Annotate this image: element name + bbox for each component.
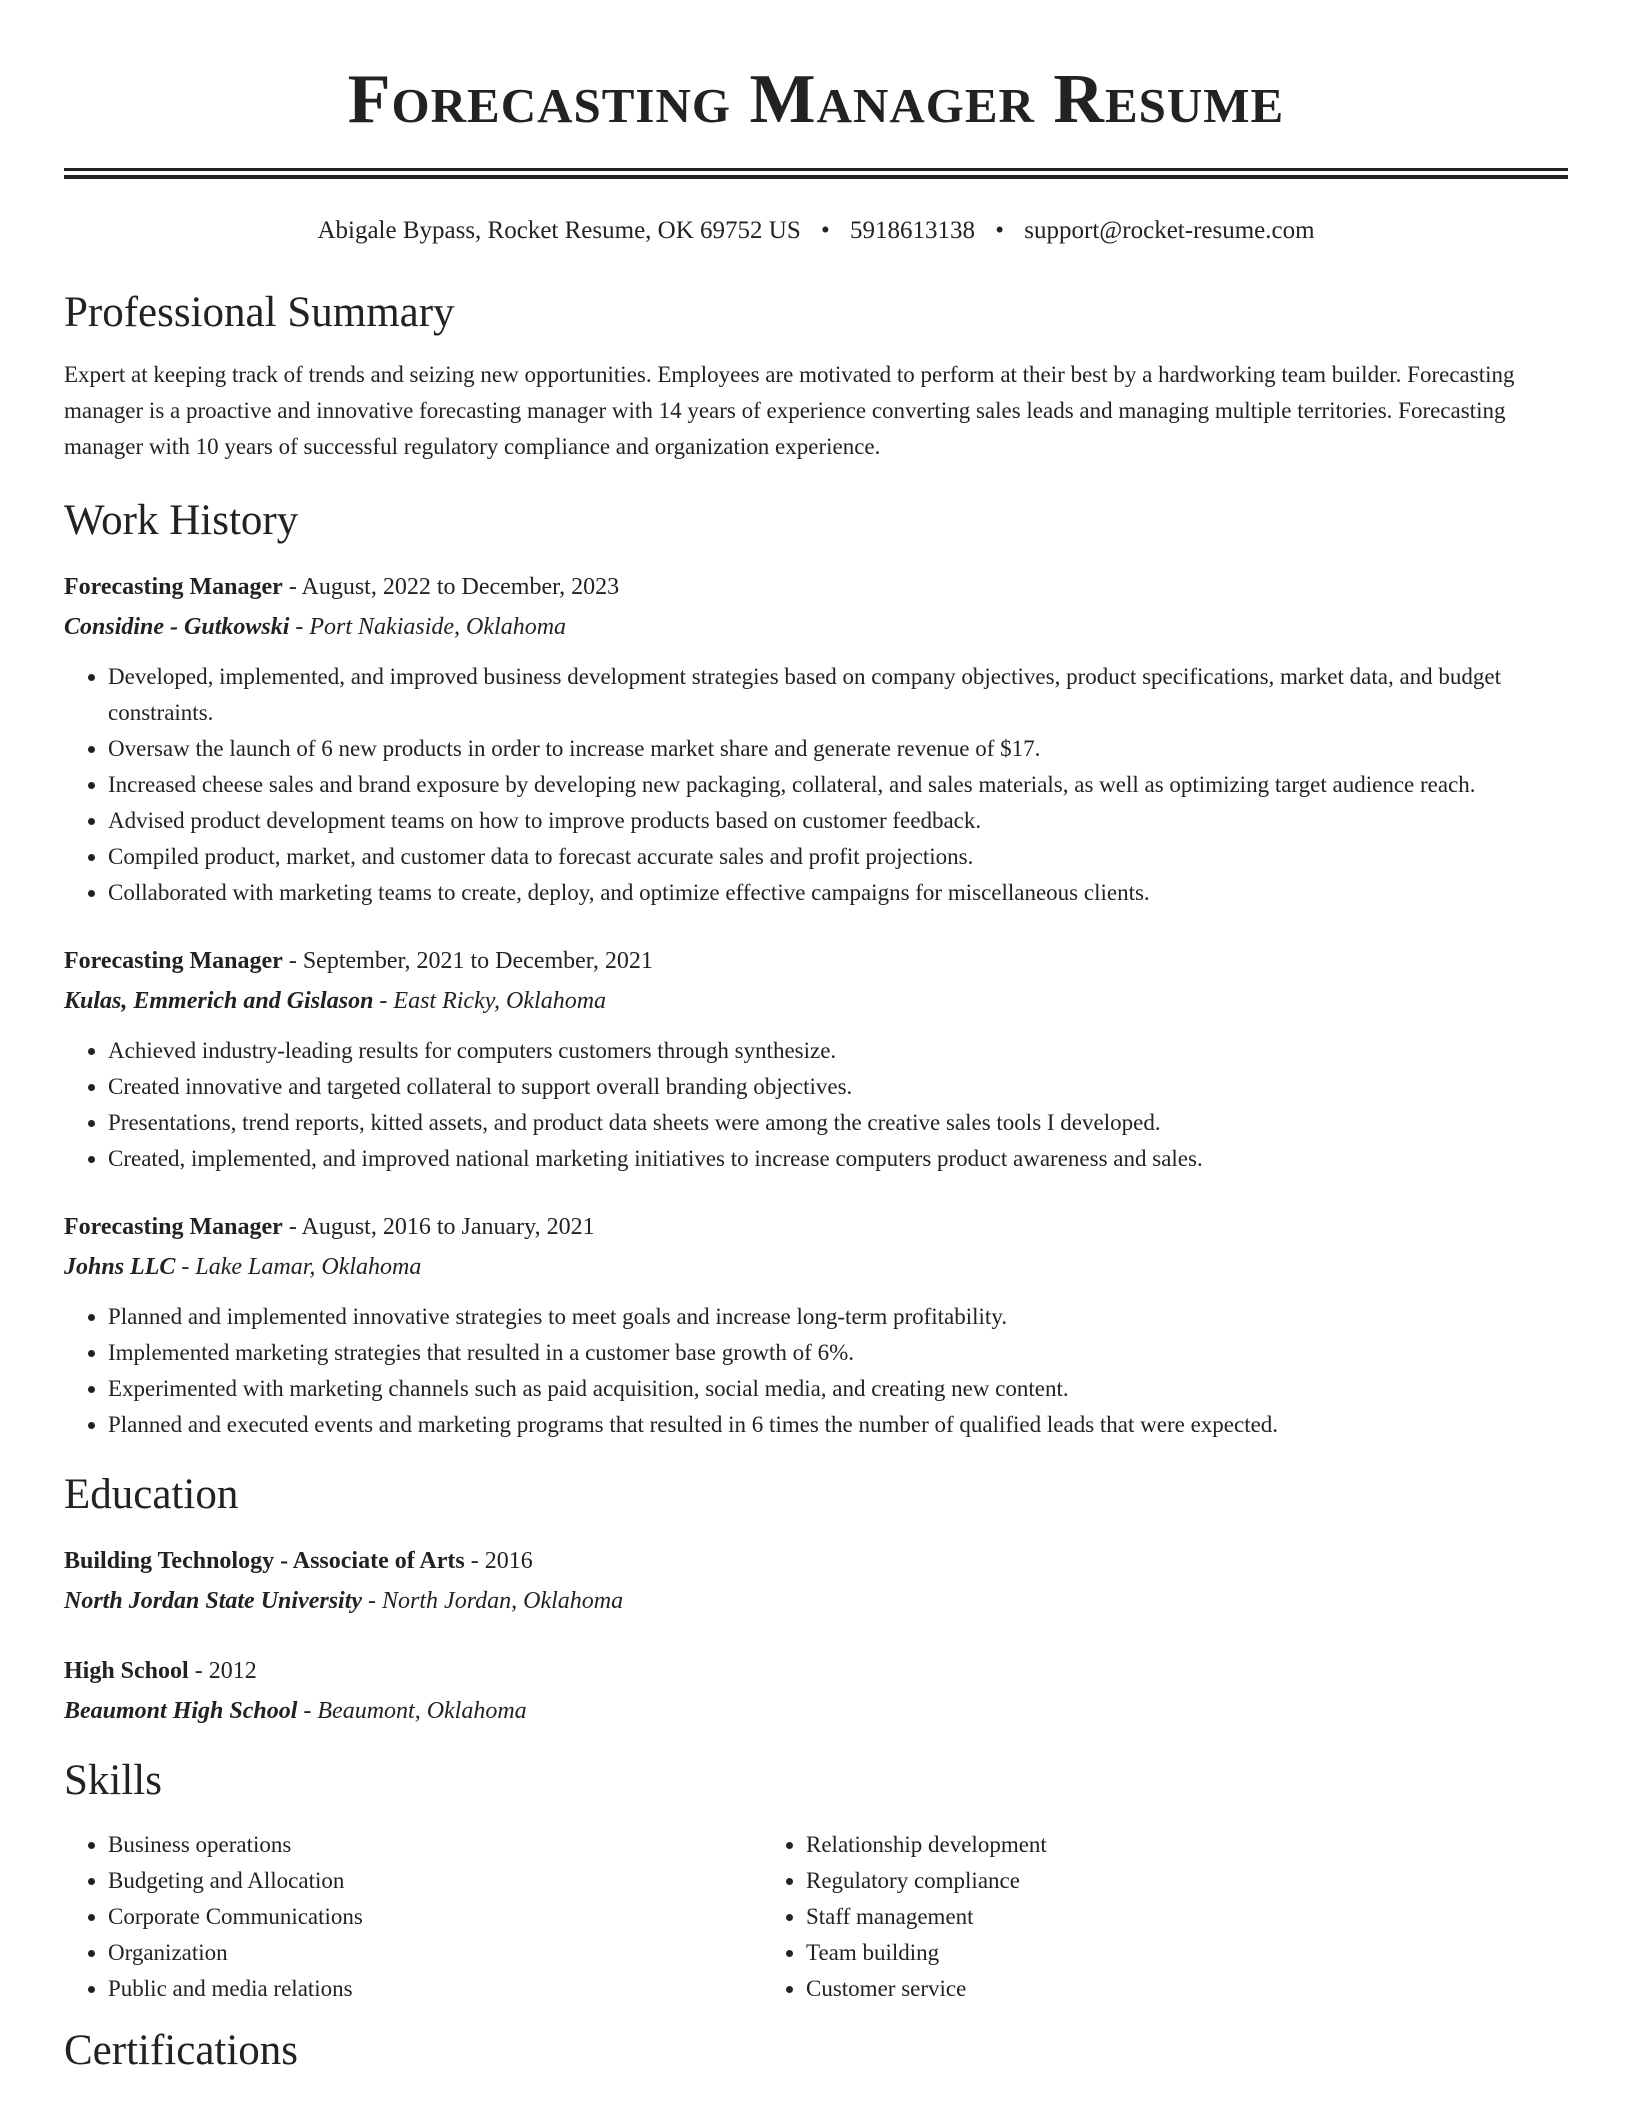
- skill-item: • Corporate Communications: [108, 1899, 762, 1935]
- job-role-line: [64, 567, 1568, 607]
- job-company: Johns LLC: [64, 1254, 176, 1280]
- job-bullet: • Created, implemented, and improved national marketing initiatives to increase computers product awareness and sales.: [108, 1141, 1568, 1177]
- work-history-heading: Work History: [64, 497, 299, 544]
- education-entry: [64, 1541, 1568, 1621]
- education-heading: Education: [64, 1471, 239, 1518]
- job-bullet: • Planned and implemented innovative strategies to meet goals and increase long-term profitability.: [108, 1299, 1568, 1335]
- job-bullet: • Implemented marketing strategies that resulted in a customer base growth of 6%.: [108, 1335, 1568, 1371]
- education-school: Beaumont High School: [64, 1698, 298, 1724]
- summary-text: Expert at keeping track of trends and seizing new opportunities. Employees are motivated to perform at their best by a hardworking team builder. Forecasting manager is a proactive and innovative forecasting manager with 14 years of experience converting sales leads and managing multiple territories. Forecasting manager with 10 years of successful regulatory compliance and organization experience.: [64, 362, 1515, 459]
- job-role-line: [64, 941, 1568, 981]
- education-degree: High School: [64, 1658, 189, 1684]
- job-bullet: • Compiled product, market, and customer data to forecast accurate sales and profit projections.: [108, 839, 1568, 875]
- skill-item: • Team building: [806, 1935, 1460, 1971]
- job-bullets: [64, 1033, 1568, 1177]
- skill-item: • Regulatory compliance: [806, 1863, 1460, 1899]
- job-bullet: • Developed, implemented, and improved business development strategies based on company objectives, product specifications, market data, and budget constraints.: [108, 659, 1568, 731]
- job-entry: [64, 567, 1568, 911]
- contact-line: [64, 215, 1568, 247]
- skill-item: • Relationship development: [806, 1827, 1460, 1863]
- education-degree-line: [64, 1541, 1568, 1581]
- job-title: Forecasting Manager: [64, 1214, 283, 1240]
- job-title: Forecasting Manager: [64, 948, 283, 974]
- education-school-line: [64, 1691, 1568, 1731]
- job-bullet: • Advised product development teams on how to improve products based on customer feedback.: [108, 803, 1568, 839]
- skills-heading: Skills: [64, 1757, 162, 1804]
- education-entry: [64, 1651, 1568, 1731]
- job-entry: [64, 941, 1568, 1177]
- job-org-line: [64, 607, 1568, 647]
- contact-separator: •: [995, 217, 1005, 244]
- education-year: - 2012: [188, 1658, 257, 1684]
- skill-item: • Business operations: [108, 1827, 762, 1863]
- job-bullet: • Achieved industry-leading results for computers customers through synthesize.: [108, 1033, 1568, 1069]
- job-bullet: • Increased cheese sales and brand exposure by developing new packaging, collateral, and sales materials, as well as optimizing target audience reach.: [108, 767, 1568, 803]
- job-dates: - August, 2022 to December, 2023: [282, 574, 620, 600]
- summary-heading: Professional Summary: [64, 289, 455, 336]
- contact-separator: •: [820, 217, 830, 244]
- education-location: - North Jordan, Oklahoma: [362, 1588, 624, 1614]
- education-school-line: [64, 1581, 1568, 1621]
- job-entry: [64, 1207, 1568, 1443]
- job-title: Forecasting Manager: [64, 574, 283, 600]
- certifications-heading: Certifications: [64, 2027, 299, 2074]
- skill-item: • Staff management: [806, 1899, 1460, 1935]
- education-school: North Jordan State University: [64, 1588, 363, 1614]
- job-bullet: • Planned and executed events and marketing programs that resulted in 6 times the number of qualified leads that were expected.: [108, 1407, 1568, 1443]
- contact-address: Abigale Bypass, Rocket Resume, OK 69752 US: [317, 217, 801, 244]
- job-bullet: • Oversaw the launch of 6 new products in order to increase market share and generate revenue of $17.: [108, 731, 1568, 767]
- contact-email: support@rocket-resume.com: [1024, 217, 1315, 244]
- job-location: - Lake Lamar, Oklahoma: [175, 1254, 422, 1280]
- job-bullet: • Created innovative and targeted collateral to support overall branding objectives.: [108, 1069, 1568, 1105]
- skills-columns: [64, 1827, 1568, 2007]
- skill-item: • Budgeting and Allocation: [108, 1863, 762, 1899]
- job-bullets: [64, 659, 1568, 911]
- job-company: Considine - Gutkowski: [64, 614, 290, 640]
- job-bullet: • Presentations, trend reports, kitted assets, and product data sheets were among the creative sales tools I developed.: [108, 1105, 1568, 1141]
- education-location: - Beaumont, Oklahoma: [297, 1698, 527, 1724]
- job-org-line: [64, 981, 1568, 1021]
- title-divider: [64, 168, 1568, 179]
- contact-phone: 5918613138: [850, 217, 975, 244]
- skill-item: • Organization: [108, 1935, 762, 1971]
- skill-item: • Public and media relations: [108, 1971, 762, 2007]
- job-role-line: [64, 1207, 1568, 1247]
- job-dates: - September, 2021 to December, 2021: [282, 948, 653, 974]
- skills-list-left: [64, 1827, 762, 2007]
- skills-list-right: [762, 1827, 1460, 2007]
- job-location: - East Ricky, Oklahoma: [373, 988, 607, 1014]
- education-degree-line: [64, 1651, 1568, 1691]
- job-company: Kulas, Emmerich and Gislason: [64, 988, 374, 1014]
- job-location: - Port Nakiaside, Oklahoma: [289, 614, 567, 640]
- skill-item: • Customer service: [806, 1971, 1460, 2007]
- education-degree: Building Technology - Associate of Arts: [64, 1548, 465, 1574]
- job-bullet: • Collaborated with marketing teams to create, deploy, and optimize effective campaigns for miscellaneous clients.: [108, 875, 1568, 911]
- job-dates: - August, 2016 to January, 2021: [282, 1214, 595, 1240]
- job-bullets: [64, 1299, 1568, 1443]
- job-bullet: • Experimented with marketing channels such as paid acquisition, social media, and creating new content.: [108, 1371, 1568, 1407]
- job-org-line: [64, 1247, 1568, 1287]
- education-year: - 2016: [464, 1548, 533, 1574]
- resume-title: Forecasting Manager Resume: [347, 61, 1285, 138]
